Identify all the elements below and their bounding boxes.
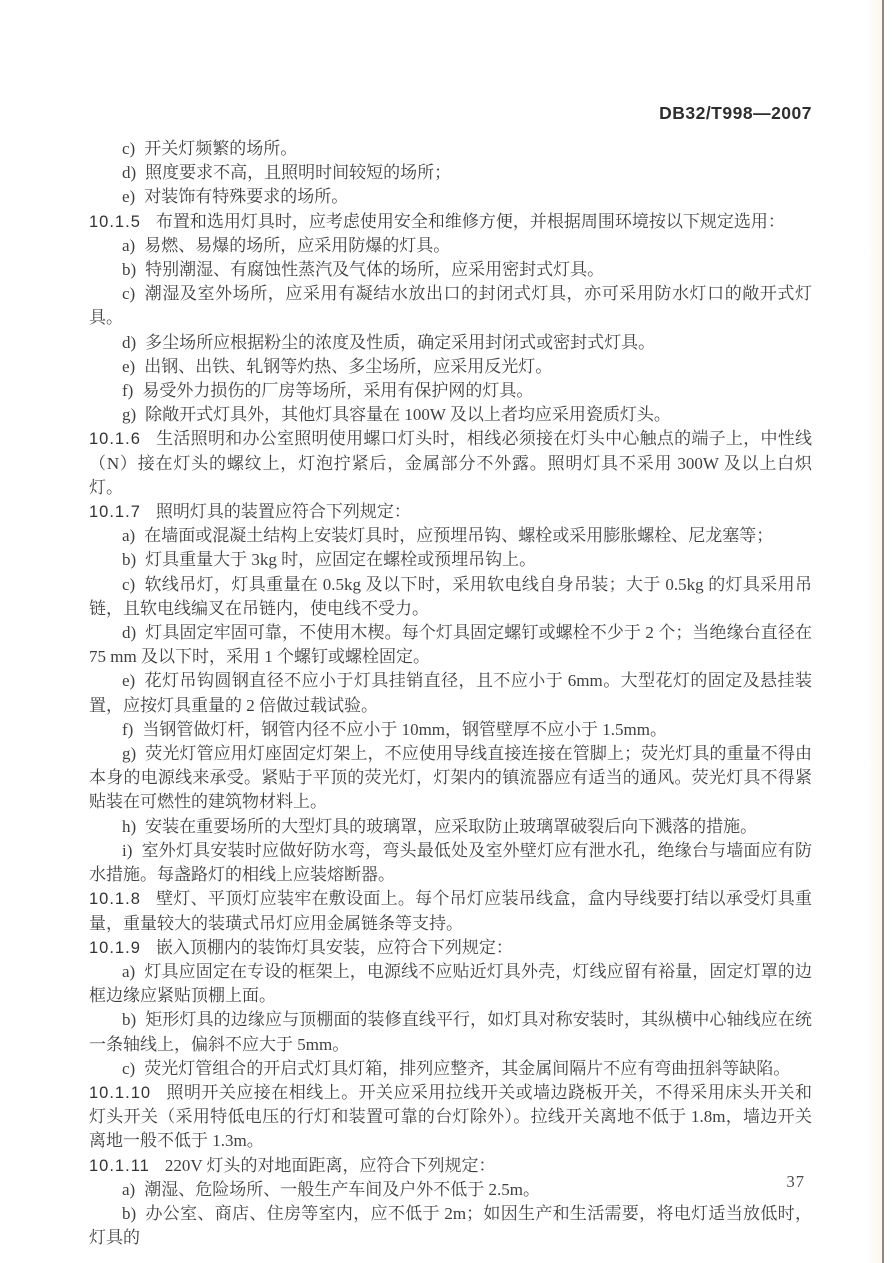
paragraph-text: 除敞开式灯具外，其他灯具容量在 100W 及以上者均应采用瓷质灯头。	[145, 405, 671, 425]
paragraph-text: 软线吊灯，灯具重量在 0.5kg 及以下时，采用软电线自身吊装；大于 0.5kg 的灯具采用吊链，且软电线编叉在吊链内，使电线不受力。	[89, 574, 812, 618]
item-marker: d)	[122, 163, 137, 183]
clause-paragraph	[89, 427, 812, 500]
paragraph-text: 多尘场所应根据粉尘的浓度及性质，确定采用封闭式或密封式灯具。	[145, 332, 656, 352]
item-marker: b)	[122, 1203, 137, 1223]
list-item-paragraph	[89, 234, 812, 258]
clause-number: 10.1.9	[89, 938, 141, 957]
clause-number: 10.1.5	[89, 212, 141, 231]
list-item-paragraph	[89, 185, 812, 209]
list-item-paragraph	[89, 742, 812, 815]
paragraph-text: 灯具应固定在专设的框架上，电源线不应贴近灯具外壳，灯线应留有裕量，固定灯罩的边框边缘应紧贴顶棚上面。	[89, 961, 812, 1006]
item-marker: f)	[122, 719, 134, 739]
list-item-paragraph	[89, 282, 812, 330]
paragraph-text: 照明开关应接在相线上。开关应采用拉线开关或墙边跷板开关，不得采用床头开关和灯头开关（采用特低电压的行灯和装置可靠的台灯除外）。拉线开关离地不低于 1.8m，墙边开关离地一般不低于 1.3m。	[89, 1082, 812, 1151]
item-marker: b)	[122, 1010, 137, 1030]
list-item-paragraph	[89, 839, 812, 887]
paragraph-text: 照明灯具的装置应符合下列规定：	[155, 502, 411, 522]
list-item-paragraph	[89, 403, 812, 427]
paragraph-text: 出钢、出铁、轧钢等灼热、多尘场所，应采用反光灯。	[144, 356, 553, 376]
clause-paragraph	[89, 1154, 812, 1178]
list-item-paragraph	[89, 331, 812, 355]
item-marker: f)	[122, 381, 134, 401]
item-marker: e)	[122, 671, 136, 691]
list-item-paragraph	[89, 379, 812, 403]
item-marker: c)	[122, 284, 136, 304]
paragraph-text: 灯具重量大于 3kg 时，应固定在螺栓或预埋吊钩上。	[145, 550, 537, 570]
item-marker: d)	[122, 623, 137, 643]
item-marker: g)	[122, 405, 137, 425]
clause-paragraph	[89, 210, 812, 234]
list-item-paragraph	[89, 718, 812, 742]
page-number: 37	[786, 1172, 805, 1191]
paragraph-text: 灯具固定牢固可靠，不使用木楔。每个灯具固定螺钉或螺栓不少于 2 个；当绝缘台直径在 75 mm 及以下时，采用 1 个螺钉或螺栓固定。	[89, 623, 812, 667]
paragraph-text: 在墙面或混凝土结构上安装灯具时，应预埋吊钩、螺栓或采用膨胀螺栓、尼龙塞等；	[144, 526, 774, 546]
item-marker: c)	[122, 574, 136, 594]
list-item-paragraph	[89, 1178, 812, 1202]
scan-edge-line	[882, 0, 884, 1263]
item-marker: e)	[122, 187, 136, 207]
scan-edge-stripe	[868, 0, 882, 1263]
list-item-paragraph	[89, 161, 812, 185]
item-marker: i)	[122, 840, 133, 860]
clause-number: 10.1.6	[89, 430, 141, 449]
paragraph-text: 对装饰有特殊要求的场所。	[144, 187, 349, 207]
list-item-paragraph	[89, 548, 812, 572]
list-item-paragraph	[89, 573, 812, 621]
paragraph-text: 潮湿及室外场所，应采用有凝结水放出口的封闭式灯具，亦可采用防水灯口的敞开式灯具。	[89, 284, 812, 328]
doc-code-header: DB32/T998—2007	[659, 103, 812, 123]
item-marker: a)	[122, 235, 136, 255]
item-marker: h)	[122, 816, 137, 836]
paragraph-text: 生活照明和办公室照明使用螺口灯头时，相线必须接在灯头中心触点的端子上，中性线（N）接在灯头的螺纹上，灯泡拧紧后，金属部分不外露。照明灯具不采用 300W 及以上白炽灯。	[89, 429, 812, 497]
paragraph-text: 开关灯频繁的场所。	[144, 139, 298, 158]
item-marker: d)	[122, 332, 137, 352]
clause-number: 10.1.7	[89, 503, 141, 522]
item-marker: g)	[122, 744, 137, 764]
paragraph-text: 当钢管做灯杆，钢管内径不应小于 10mm，钢管壁厚不应小于 1.5mm。	[142, 719, 667, 739]
document-body	[89, 137, 812, 1250]
clause-number: 10.1.11	[89, 1156, 150, 1175]
list-item-paragraph	[89, 355, 812, 379]
paragraph-text: 矩形灯具的边缘应与顶棚面的装修直线平行，如灯具对称安装时，其纵横中心轴线应在统一条轴线上，偏斜不应大于 5mm。	[89, 1010, 812, 1054]
clause-paragraph	[89, 500, 812, 524]
paragraph-text: 室外灯具安装时应做好防水弯，弯头最低处及室外壁灯应有泄水孔，绝缘台与墙面应有防水措施。每盏路灯的相线上应装熔断器。	[89, 840, 812, 885]
item-marker: b)	[122, 550, 137, 570]
item-marker: c)	[122, 1058, 136, 1078]
list-item-paragraph	[89, 137, 812, 161]
paragraph-text: 潮湿、危险场所、一般生产车间及户外不低于 2.5m。	[144, 1179, 540, 1199]
paragraph-text: 壁灯、平顶灯应装牢在敷设面上。每个吊灯应装吊线盒，盒内导线要打结以承受灯具重量，重量较大的装璜式吊灯应用金属链条等支持。	[89, 889, 812, 933]
paragraph-text: 布置和选用灯具时，应考虑使用安全和维修方便，并根据周围环境按以下规定选用：	[155, 211, 785, 231]
paragraph-text: 220V 灯头的对地面距离，应符合下列规定：	[164, 1155, 496, 1175]
paragraph-text: 荧光灯管组合的开启式灯具灯箱，排列应整齐，其金属间隔片不应有弯曲扭斜等缺陷。	[144, 1058, 791, 1078]
paragraph-text: 安装在重要场所的大型灯具的玻璃罩，应采取防止玻璃罩破裂后向下溅落的措施。	[145, 816, 758, 836]
paragraph-text: 易燃、易爆的场所，应采用防爆的灯具。	[144, 235, 451, 255]
clause-paragraph	[89, 1081, 812, 1154]
list-item-paragraph	[89, 258, 812, 282]
paragraph-text: 易受外力损伤的厂房等场所，采用有保护网的灯具。	[142, 381, 534, 401]
clause-number: 10.1.8	[89, 890, 141, 909]
item-marker: a)	[122, 961, 136, 981]
clause-number: 10.1.10	[89, 1083, 152, 1102]
item-marker: a)	[122, 1179, 136, 1199]
paragraph-text: 照度要求不高，且照明时间较短的场所；	[145, 163, 452, 183]
clause-paragraph	[89, 887, 812, 935]
clause-paragraph	[89, 936, 812, 960]
list-item-paragraph	[89, 621, 812, 669]
item-marker: e)	[122, 356, 136, 376]
list-item-paragraph	[89, 960, 812, 1008]
list-item-paragraph	[89, 524, 812, 548]
paragraph-text: 特别潮湿、有腐蚀性蒸汽及气体的场所，应采用密封式灯具。	[145, 260, 605, 280]
list-item-paragraph	[89, 1057, 812, 1081]
item-marker: a)	[122, 526, 136, 546]
item-marker: c)	[122, 139, 136, 158]
list-item-paragraph	[89, 815, 812, 839]
paragraph-text: 荧光灯管应用灯座固定灯架上，不应使用导线直接连接在管脚上；荧光灯具的重量不得由本身的电源线来承受。紧贴于平顶的荧光灯，灯架内的镇流器应有适当的通风。荧光灯具不得紧贴装在可燃性的建筑物材料上。	[89, 744, 812, 812]
list-item-paragraph	[89, 1008, 812, 1056]
list-item-paragraph	[89, 1202, 812, 1250]
paragraph-text: 花灯吊钩圆钢直径不应小于灯具挂销直径，且不应小于 6mm。大型花灯的固定及悬挂装置，应按灯具重量的 2 倍做过载试验。	[89, 671, 812, 715]
list-item-paragraph	[89, 669, 812, 717]
paragraph-text: 嵌入顶棚内的装饰灯具安装，应符合下列规定：	[155, 937, 513, 957]
paragraph-text: 办公室、商店、住房等室内，应不低于 2m；如因生产和生活需要，将电灯适当放低时，灯具的	[89, 1203, 812, 1248]
item-marker: b)	[122, 260, 137, 280]
